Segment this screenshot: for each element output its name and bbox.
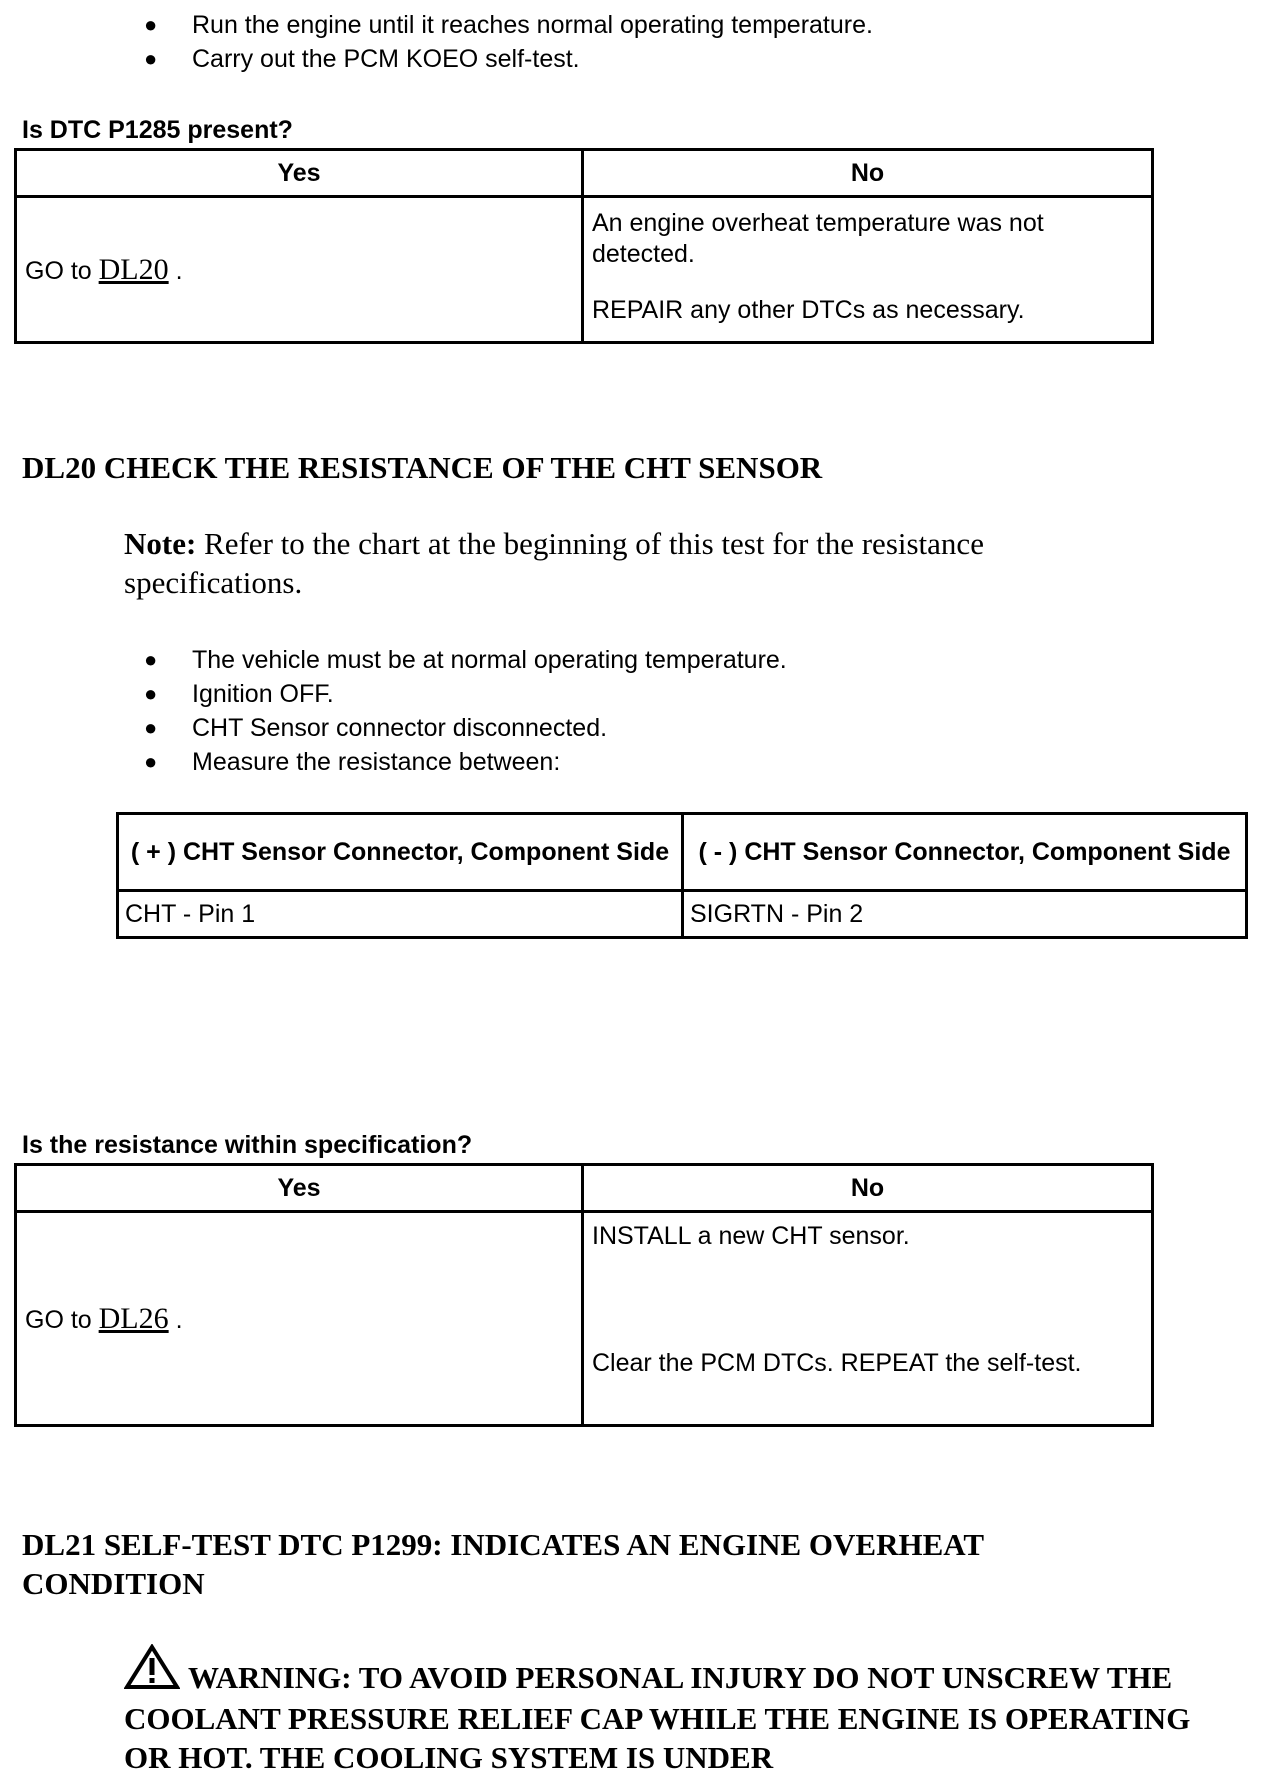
list-item: ● The vehicle must be at normal operating temperature.: [192, 643, 787, 677]
bullet-icon: ●: [144, 46, 158, 71]
no-cell: [583, 1212, 1153, 1426]
dl21-heading: DL21 SELF-TEST DTC P1299: INDICATES AN ENGINE OVERHEAT CONDITION: [22, 1527, 984, 1601]
negative-terminal-header: ( - ) CHT Sensor Connector, Component Side: [683, 814, 1247, 891]
question-resistance-spec: Is the resistance within specification?: [22, 1131, 473, 1159]
yes-cell: GO to DL26 .: [16, 1212, 583, 1426]
goto-dl26-link[interactable]: DL26: [98, 1301, 169, 1335]
list-item: ● Measure the resistance between:: [192, 745, 787, 779]
bullet-icon: ●: [144, 647, 158, 672]
list-item: ● Run the engine until it reaches normal operating temperature.: [192, 8, 873, 42]
bullet-icon: ●: [144, 749, 158, 774]
positive-terminal-value: CHT - Pin 1: [118, 891, 683, 938]
top-bullet-list: [144, 8, 873, 76]
note-text: Refer to the chart at the beginning of this test for the resistance specifications.: [124, 526, 984, 600]
positive-terminal-header: ( + ) CHT Sensor Connector, Component Side: [118, 814, 683, 891]
dl20-note: [124, 524, 1084, 602]
list-item: ● Ignition OFF.: [192, 677, 787, 711]
yes-header: Yes: [16, 1165, 583, 1212]
list-item: ● Carry out the PCM KOEO self-test.: [192, 42, 873, 76]
no-header: No: [583, 1165, 1153, 1212]
decision-table-resistance: [14, 1163, 1154, 1427]
no-text-line1: An engine overheat temperature was not detected.: [592, 209, 1044, 268]
goto-dl20-link[interactable]: DL20: [98, 252, 169, 286]
yes-cell: GO to DL20 .: [16, 197, 583, 343]
list-item: ● CHT Sensor connector disconnected.: [192, 711, 787, 745]
note-label: Note:: [124, 526, 197, 561]
no-header: No: [583, 150, 1153, 197]
bullet-icon: ●: [144, 12, 158, 37]
warning-text: WARNING: TO AVOID PERSONAL INJURY DO NOT UNSCREW THE COOLANT PRESSURE RELIEF CAP WHILE THE ENGINE IS OPERATING OR HOT. THE COOLING SYSTEM IS UNDER: [124, 1660, 1191, 1775]
bullet-icon: ●: [144, 681, 158, 706]
dl20-heading: DL20 CHECK THE RESISTANCE OF THE CHT SENSOR: [22, 450, 823, 485]
yes-header: Yes: [16, 150, 583, 197]
no-cell: [583, 197, 1153, 343]
negative-terminal-value: SIGRTN - Pin 2: [683, 891, 1247, 938]
no-text-line1: INSTALL a new CHT sensor.: [592, 1222, 910, 1250]
dl20-bullet-list: [144, 643, 787, 779]
no-text-line2: Clear the PCM DTCs. REPEAT the self-test.: [592, 1349, 1082, 1377]
decision-table-p1285: [14, 148, 1154, 344]
bullet-icon: ●: [144, 715, 158, 740]
warning-triangle-icon: [124, 1644, 180, 1699]
question-dtc-p1285: Is DTC P1285 present?: [22, 116, 293, 144]
cht-connector-table: [116, 812, 1248, 939]
no-text-line2: REPAIR any other DTCs as necessary.: [592, 296, 1025, 324]
coolant-warning: [124, 1644, 1234, 1777]
